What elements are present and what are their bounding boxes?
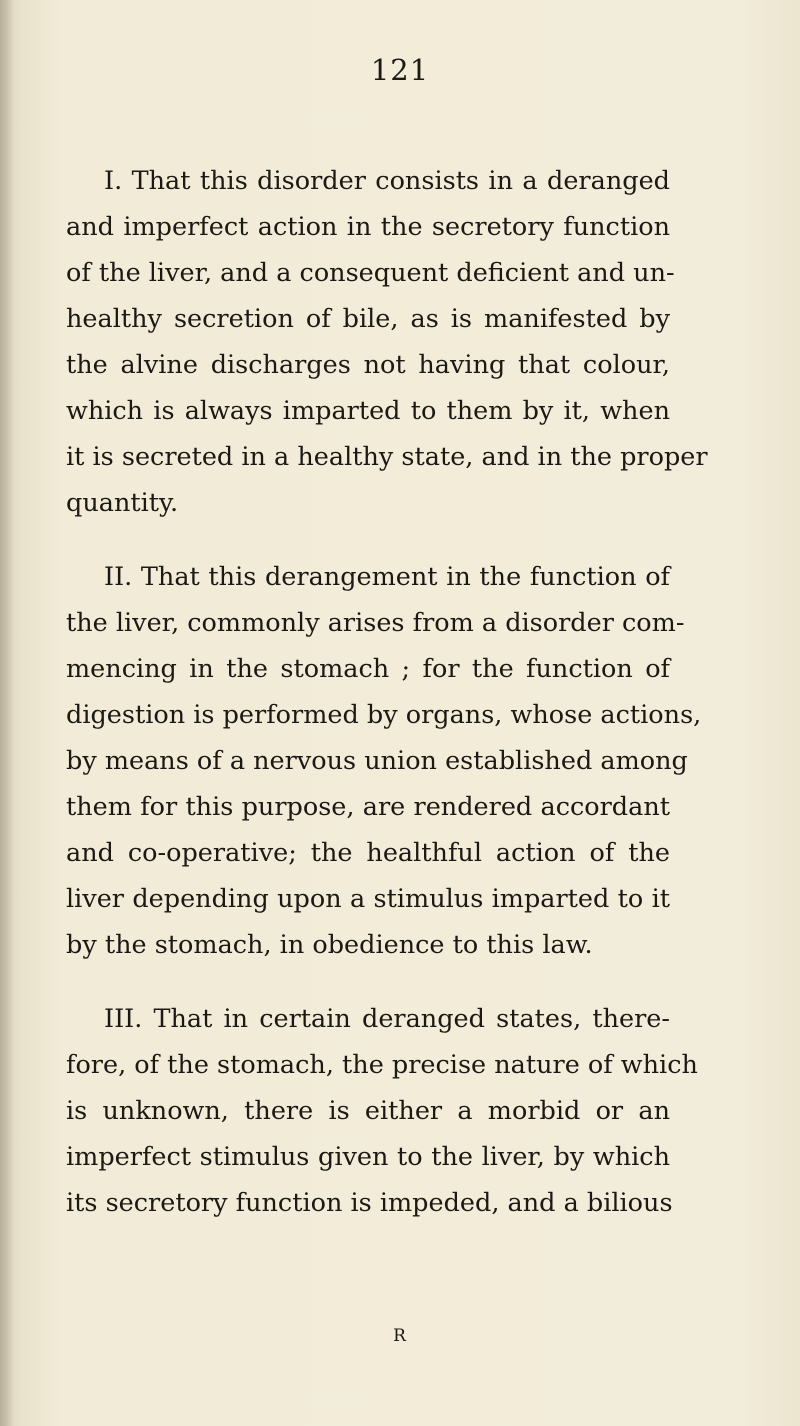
text-line: imperfect stimulus given to the liver, by which bbox=[66, 1142, 670, 1172]
text-line: III. That in certain deranged states, there- bbox=[104, 1004, 670, 1034]
text-line: and co-operative; the healthful action of the bbox=[66, 838, 670, 868]
text-line: healthy secretion of bile, as is manifested by bbox=[66, 304, 670, 334]
text-line: which is always imparted to them by it, when bbox=[66, 396, 670, 426]
text-line: digestion is performed by organs, whose actions, bbox=[66, 700, 702, 730]
text-line: fore, of the stomach, the precise nature of which bbox=[66, 1050, 698, 1080]
text-line: I. That this disorder consists in a deranged bbox=[104, 166, 670, 196]
text-line: the liver, commonly arises from a disorder com- bbox=[66, 608, 685, 638]
text-line: it is secreted in a healthy state, and in the proper bbox=[66, 442, 708, 472]
text-line: by means of a nervous union established among bbox=[66, 746, 688, 776]
text-line: its secretory function is impeded, and a bilious bbox=[66, 1188, 673, 1218]
text-line: by the stomach, in obedience to this law. bbox=[66, 930, 593, 960]
text-line: and imperfect action in the secretory function bbox=[66, 212, 670, 242]
signature-mark: R bbox=[393, 1326, 407, 1346]
spine-shadow bbox=[0, 0, 14, 1426]
text-line: mencing in the stomach ; for the function of bbox=[66, 654, 670, 684]
text-line: is unknown, there is either a morbid or an bbox=[66, 1096, 670, 1126]
text-line: them for this purpose, are rendered accordant bbox=[66, 792, 670, 822]
text-line: II. That this derangement in the function of bbox=[104, 562, 670, 592]
text-line: liver depending upon a stimulus imparted to it bbox=[66, 884, 670, 914]
text-line: of the liver, and a consequent deficient and un- bbox=[66, 258, 675, 288]
text-line: the alvine discharges not having that colour, bbox=[66, 350, 670, 380]
text-line: quantity. bbox=[66, 488, 179, 518]
page-number: 121 bbox=[370, 53, 430, 87]
